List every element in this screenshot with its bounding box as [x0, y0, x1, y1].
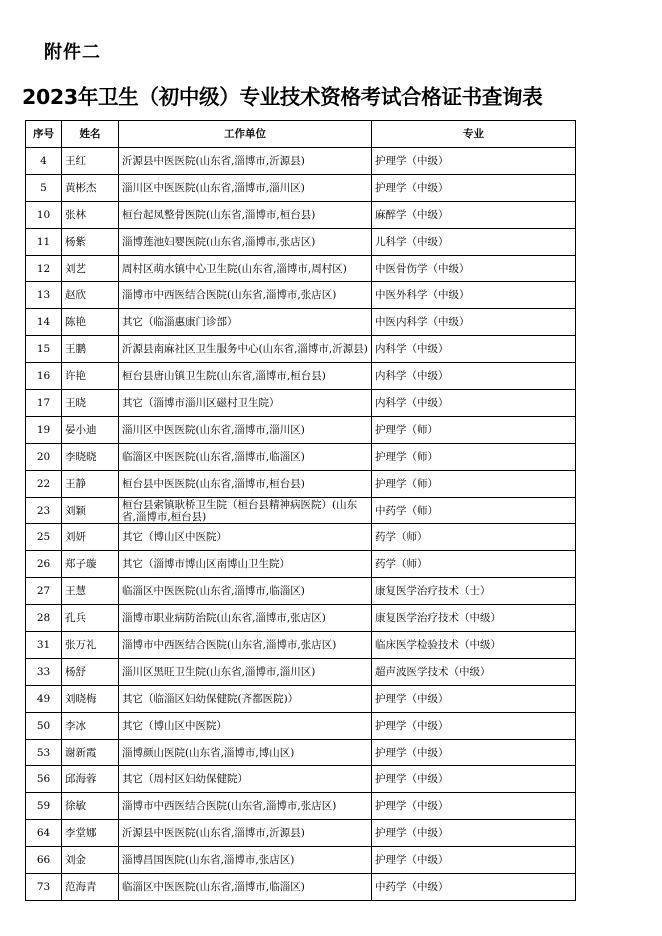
row-no: 23: [26, 497, 62, 524]
row-unit: 其它（博山区中医院）: [119, 524, 372, 551]
certificate-table: [25, 120, 576, 901]
header-name: 姓名: [62, 121, 119, 148]
row-major: 护理学（中级）: [372, 174, 576, 201]
table-row: [26, 739, 576, 766]
table-row: [26, 551, 576, 578]
row-name: 王慧: [62, 578, 119, 605]
row-name: 赵欣: [62, 282, 119, 309]
row-unit: 淄博市职业病防治院(山东省,淄博市,张店区): [119, 605, 372, 632]
row-no: 53: [26, 739, 62, 766]
table-row: [26, 363, 576, 390]
row-major: 护理学（中级）: [372, 847, 576, 874]
table-row: [26, 847, 576, 874]
row-unit: 桓台县索镇耿桥卫生院（桓台县精神病医院）(山东省,淄博市,桓台县): [119, 497, 372, 524]
table-row: [26, 390, 576, 417]
row-no: 16: [26, 363, 62, 390]
row-no: 73: [26, 874, 62, 901]
row-major: 护理学（中级）: [372, 739, 576, 766]
row-name: 王鹏: [62, 336, 119, 363]
table-row: [26, 658, 576, 685]
row-no: 66: [26, 847, 62, 874]
row-name: 许艳: [62, 363, 119, 390]
row-name: 晏小迪: [62, 416, 119, 443]
table-row: [26, 524, 576, 551]
row-name: 陈艳: [62, 309, 119, 336]
table-row: [26, 497, 576, 524]
row-name: 刘颖: [62, 497, 119, 524]
row-name: 郑子璇: [62, 551, 119, 578]
row-major: 护理学（中级）: [372, 712, 576, 739]
row-unit: 淄博市中西医结合医院(山东省,淄博市,张店区): [119, 793, 372, 820]
header-major: 专业: [372, 121, 576, 148]
row-no: 33: [26, 658, 62, 685]
row-major: 儿科学（中级）: [372, 228, 576, 255]
row-no: 4: [26, 148, 62, 175]
table-row: [26, 793, 576, 820]
attachment-label: 附件二: [44, 42, 101, 63]
row-major: 药学（师）: [372, 551, 576, 578]
row-major: 护理学（师）: [372, 470, 576, 497]
row-major: 麻醉学（中级）: [372, 201, 576, 228]
row-major: 康复医学治疗技术（士）: [372, 578, 576, 605]
row-unit: 淄博市中西医结合医院(山东省,淄博市,张店区): [119, 632, 372, 659]
row-name: 李晓晓: [62, 443, 119, 470]
row-name: 刘妍: [62, 524, 119, 551]
row-major: 中药学（师）: [372, 497, 576, 524]
row-no: 20: [26, 443, 62, 470]
row-no: 17: [26, 390, 62, 417]
row-unit: 其它（博山区中医院）: [119, 712, 372, 739]
row-no: 28: [26, 605, 62, 632]
row-unit: 临淄区中医医院(山东省,淄博市,临淄区): [119, 443, 372, 470]
row-name: 李冰: [62, 712, 119, 739]
row-no: 56: [26, 766, 62, 793]
row-name: 徐敏: [62, 793, 119, 820]
row-name: 杨紫: [62, 228, 119, 255]
row-major: 护理学（师）: [372, 443, 576, 470]
row-unit: 临淄区中医医院(山东省,淄博市,临淄区): [119, 874, 372, 901]
row-unit: 淄川区中医医院(山东省,淄博市,淄川区): [119, 416, 372, 443]
row-no: 64: [26, 820, 62, 847]
table-row: [26, 605, 576, 632]
row-name: 谢新霞: [62, 739, 119, 766]
row-major: 药学（师）: [372, 524, 576, 551]
row-no: 14: [26, 309, 62, 336]
table-row: [26, 820, 576, 847]
row-major: 内科学（中级）: [372, 363, 576, 390]
row-major: 护理学（师）: [372, 416, 576, 443]
row-major: 超声波医学技术（中级）: [372, 658, 576, 685]
table-row: [26, 685, 576, 712]
table-row: [26, 336, 576, 363]
row-no: 31: [26, 632, 62, 659]
row-major: 护理学（中级）: [372, 766, 576, 793]
table-row: [26, 174, 576, 201]
row-name: 张万礼: [62, 632, 119, 659]
table-row: [26, 201, 576, 228]
row-name: 李堂娜: [62, 820, 119, 847]
row-name: 杨舒: [62, 658, 119, 685]
row-name: 张林: [62, 201, 119, 228]
row-no: 19: [26, 416, 62, 443]
row-no: 10: [26, 201, 62, 228]
row-name: 王静: [62, 470, 119, 497]
row-unit: 淄博市中西医结合医院(山东省,淄博市,张店区): [119, 282, 372, 309]
row-major: 内科学（中级）: [372, 390, 576, 417]
row-major: 内科学（中级）: [372, 336, 576, 363]
row-unit: 淄博颜山医院(山东省,淄博市,博山区): [119, 739, 372, 766]
table-row: [26, 578, 576, 605]
row-no: 11: [26, 228, 62, 255]
row-unit: 其它（周村区妇幼保健院）: [119, 766, 372, 793]
row-unit: 临淄区中医医院(山东省,淄博市,临淄区): [119, 578, 372, 605]
row-no: 15: [26, 336, 62, 363]
row-major: 护理学（中级）: [372, 148, 576, 175]
row-unit: 沂源县中医医院(山东省,淄博市,沂源县): [119, 820, 372, 847]
row-unit: 沂源县中医医院(山东省,淄博市,沂源县): [119, 148, 372, 175]
table-row: [26, 148, 576, 175]
table-row: [26, 228, 576, 255]
row-no: 12: [26, 255, 62, 282]
row-no: 27: [26, 578, 62, 605]
row-name: 范海青: [62, 874, 119, 901]
row-major: 中药学（中级）: [372, 874, 576, 901]
row-unit: 其它（临淄惠康门诊部）: [119, 309, 372, 336]
row-unit: 桓台起凤整骨医院(山东省,淄博市,桓台县): [119, 201, 372, 228]
row-name: 刘艺: [62, 255, 119, 282]
row-no: 26: [26, 551, 62, 578]
table-row: [26, 255, 576, 282]
row-no: 50: [26, 712, 62, 739]
table-row: [26, 309, 576, 336]
row-unit: 周村区萌水镇中心卫生院(山东省,淄博市,周村区): [119, 255, 372, 282]
row-name: 黄彬杰: [62, 174, 119, 201]
row-unit: 其它（临淄区妇幼保健院(齐都医院)）: [119, 685, 372, 712]
row-name: 孔兵: [62, 605, 119, 632]
header-unit: 工作单位: [119, 121, 372, 148]
row-no: 25: [26, 524, 62, 551]
row-name: 王红: [62, 148, 119, 175]
row-no: 5: [26, 174, 62, 201]
row-no: 22: [26, 470, 62, 497]
row-major: 中医外科学（中级）: [372, 282, 576, 309]
table-row: [26, 766, 576, 793]
table-row: [26, 416, 576, 443]
row-unit: 淄川区黑旺卫生院(山东省,淄博市,淄川区): [119, 658, 372, 685]
row-major: 护理学（中级）: [372, 820, 576, 847]
row-name: 刘晓梅: [62, 685, 119, 712]
row-unit: 其它（淄博市博山区南博山卫生院）: [119, 551, 372, 578]
row-unit: 淄川区中医医院(山东省,淄博市,淄川区): [119, 174, 372, 201]
row-unit: 桓台县唐山镇卫生院(山东省,淄博市,桓台县): [119, 363, 372, 390]
table-header-row: [26, 121, 576, 148]
row-major: 护理学（中级）: [372, 793, 576, 820]
row-major: 护理学（中级）: [372, 685, 576, 712]
row-major: 中医骨伤学（中级）: [372, 255, 576, 282]
row-name: 王晓: [62, 390, 119, 417]
table-row: [26, 874, 576, 901]
row-name: 邱海蓉: [62, 766, 119, 793]
row-major: 临床医学检验技术（中级）: [372, 632, 576, 659]
row-unit: 桓台县中医医院(山东省,淄博市,桓台县): [119, 470, 372, 497]
page-title: 2023年卫生（初中级）专业技术资格考试合格证书查询表: [22, 85, 543, 109]
table-row: [26, 443, 576, 470]
table-row: [26, 282, 576, 309]
table-row: [26, 712, 576, 739]
table-row: [26, 632, 576, 659]
row-name: 刘金: [62, 847, 119, 874]
row-unit: 其它（淄博市淄川区磁村卫生院）: [119, 390, 372, 417]
row-major: 康复医学治疗技术（中级）: [372, 605, 576, 632]
row-no: 13: [26, 282, 62, 309]
row-unit: 沂源县南麻社区卫生服务中心(山东省,淄博市,沂源县): [119, 336, 372, 363]
row-unit: 淄博莲池妇婴医院(山东省,淄博市,张店区): [119, 228, 372, 255]
row-major: 中医内科学（中级）: [372, 309, 576, 336]
row-no: 49: [26, 685, 62, 712]
table-row: [26, 470, 576, 497]
header-no: 序号: [26, 121, 62, 148]
row-no: 59: [26, 793, 62, 820]
row-unit: 淄博昌国医院(山东省,淄博市,张店区): [119, 847, 372, 874]
